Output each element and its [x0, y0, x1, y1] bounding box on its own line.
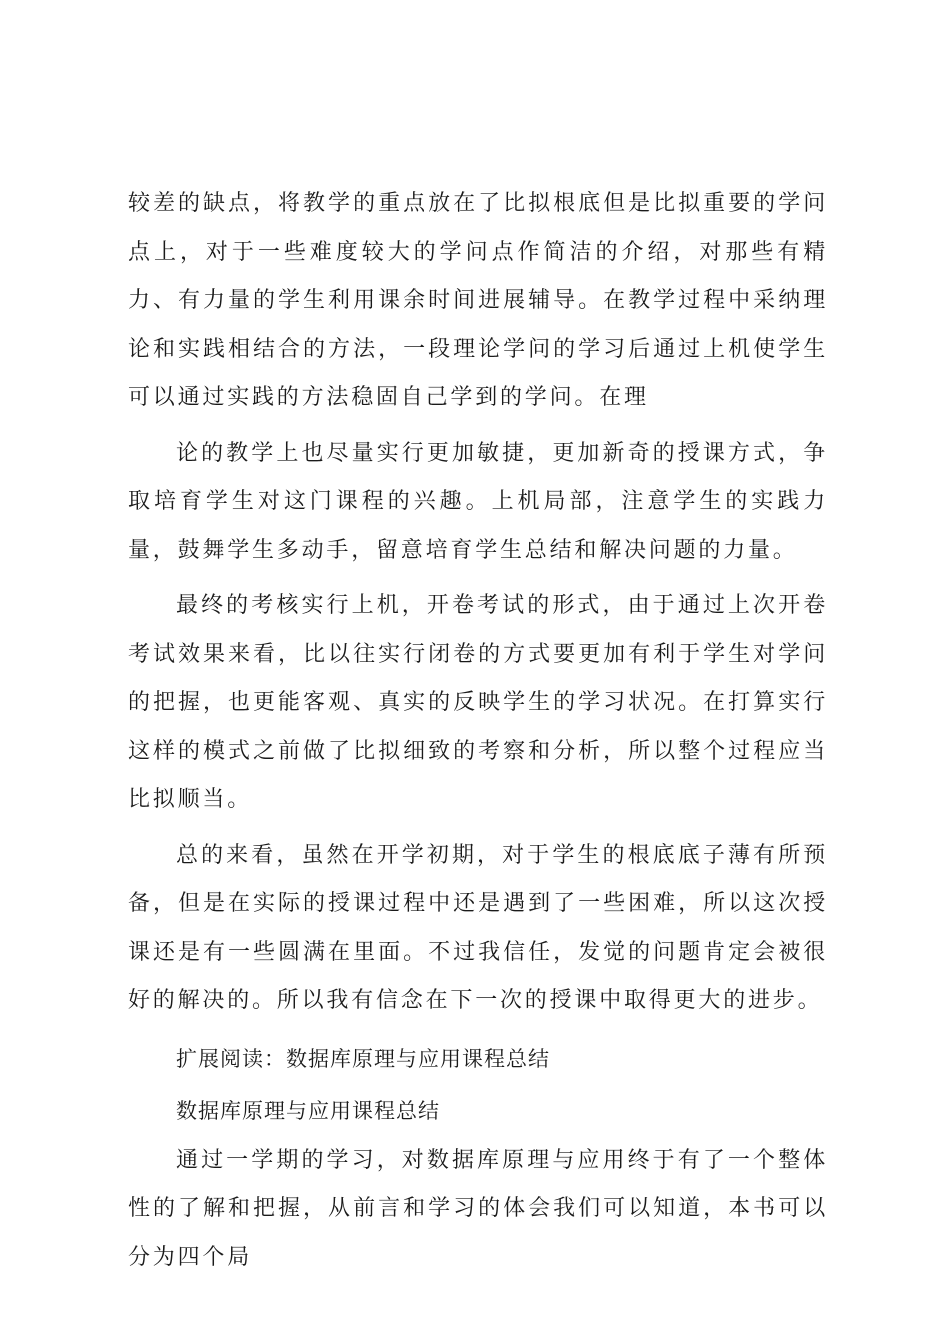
paragraph-closing: 通过一学期的学习，对数据库原理与应用终于有了一个整体性的了解和把握，从前言和学习的体会我们可以知道，本书可以分为四个局	[128, 1147, 828, 1270]
paragraph-teaching-method: 论的教学上也尽量实行更加敏捷，更加新奇的授课方式，争取培育学生对这门课程的兴趣。上机局部，注意学生的实践力量，鼓舞学生多动手，留意培育学生总结和解决问题的力量。	[128, 440, 828, 563]
extended-reading-label: 扩展阅读：数据库原理与应用课程总结	[176, 1046, 550, 1071]
paragraph-assessment: 最终的考核实行上机，开卷考试的形式，由于通过上次开卷考试效果来看，比以往实行闭卷的方式要更加有利于学生对学问的把握，也更能客观、真实的反映学生的学习状况。在打算实行这样的模式之前做了比拟细致的考察和分析，所以整个过程应当比拟顺当。	[128, 593, 828, 812]
paragraph-summary: 总的来看，虽然在开学初期，对于学生的根底底子薄有所预备，但是在实际的授课过程中还是遇到了一些困难，所以这次授课还是有一些圆满在里面。不过我信任，发觉的问题肯定会被很好的解决的。所以我有信念在下一次的授课中取得更大的进步。	[128, 842, 828, 1013]
paragraph-continuation: 较差的缺点，将教学的重点放在了比拟根底但是比拟重要的学问点上，对于一些难度较大的学问点作简洁的介绍，对那些有精力、有力量的学生利用课余时间进展辅导。在教学过程中采纳理论和实践相结合的方法，一段理论学问的学习后通过上机使学生可以通过实践的方法稳固自己学到的学问。在理	[128, 191, 828, 410]
section-title: 数据库原理与应用课程总结	[176, 1098, 440, 1123]
document-body	[128, 180, 828, 1289]
